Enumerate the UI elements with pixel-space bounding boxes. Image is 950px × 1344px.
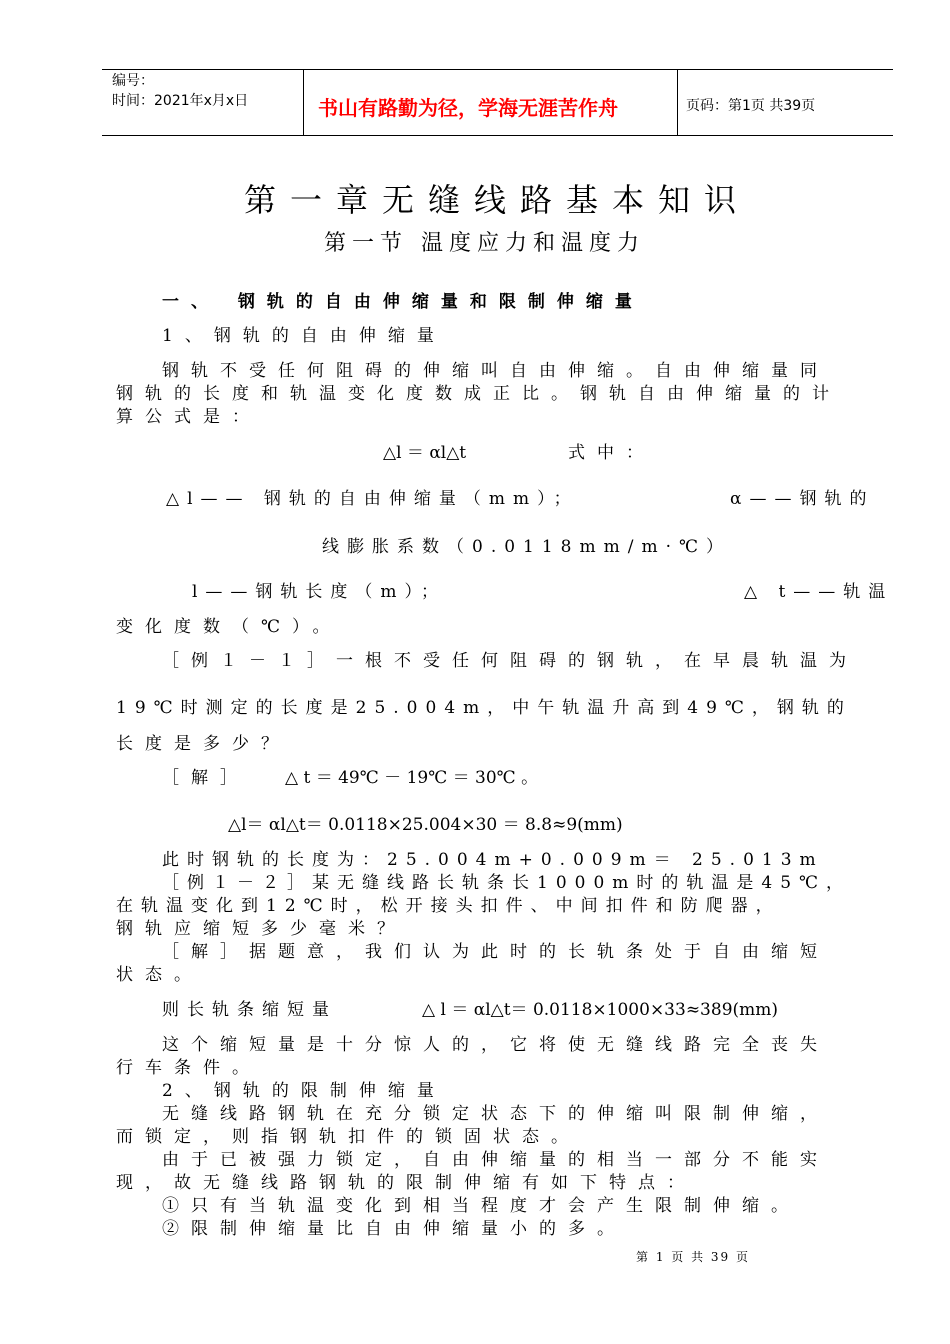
definition-alpha-cont: 线膨胀系数（0.0118mm/m·℃） <box>322 537 731 557</box>
solution2-line2: 状态。 <box>116 965 203 985</box>
example2-line1: ［例１－２］某无缝线路长轨条长1000m时的轨温是45℃， <box>162 873 852 893</box>
solution2-equation: △ l ＝ αl△t＝ 0.0118×1000×33≈389(mm) <box>422 1000 779 1020</box>
serial-label: 编号： <box>112 73 154 89</box>
motto: 书山有路勤为径，学海无涯苦作舟 <box>318 96 618 120</box>
page-label: 页码：第1页 共39页 <box>686 98 816 114</box>
subsection-heading-1: 1、钢轨的自由伸缩量 <box>162 326 446 346</box>
header-top-border <box>102 69 893 70</box>
point-2: ②限制伸缩量比自由伸缩量小的多。 <box>162 1219 626 1239</box>
note-line1: 这个缩短量是十分惊人的，它将使无缝线路完全丧失 <box>162 1035 829 1055</box>
date-label: 时间：2021年x月x日 <box>112 93 249 109</box>
solution1-equation2: △l＝ αl△t＝ 0.0118×25.004×30 ＝ 8.8≈9(mm) <box>228 815 623 835</box>
definition-delta-t-cont: 变化度数（℃）。 <box>116 617 342 637</box>
section-subtitle: 第一节 温度应力和温度力 <box>324 231 645 256</box>
header-bottom-border <box>102 135 893 136</box>
solution1-label: ［解］ <box>162 768 249 788</box>
solution2-equation-label: 则长轨条缩短量 <box>162 1000 337 1020</box>
para2-line1: 无缝线路钢轨在充分锁定状态下的伸缩叫限制伸缩， <box>162 1104 829 1124</box>
note-line2: 行车条件。 <box>116 1058 261 1078</box>
para2-line2: 而锁定，则指钢轨扣件的锁固状态。 <box>116 1127 580 1147</box>
para1-line1: 钢轨不受任何阻碍的伸缩叫自由伸缩。自由伸缩量同 <box>162 361 829 381</box>
definition-alpha: α——钢轨的 <box>730 489 875 509</box>
formula-free-expansion: △l ＝ αl△t <box>383 443 467 463</box>
para1-line3: 算公式是： <box>116 407 261 427</box>
subsection-heading-2: 2、钢轨的限制伸缩量 <box>162 1081 446 1101</box>
section-heading: 一、 钢轨的自由伸缩量和限制伸缩量 <box>162 292 644 312</box>
chapter-title: 第一章无缝线路基本知识 <box>244 181 751 219</box>
header-divider-2 <box>677 69 678 136</box>
para1-line2: 钢轨的长度和轨温变化度数成正比。钢轨自由伸缩量的计 <box>116 384 841 404</box>
solution2-line1: ［解］据题意，我们认为此时的长轨条处于自由缩短 <box>162 942 829 962</box>
solution1-result: 此时钢轨的长度为：25.004m+0.009m＝ 25.013m <box>162 850 824 870</box>
example1-line1: ［例１－１］一根不受任何阻碍的钢轨，在早晨轨温为 <box>162 651 858 671</box>
example2-line2: 在轨温变化到12℃时，松开接头扣件、中间扣件和防爬器， <box>116 896 781 916</box>
example1-line2: 19℃时测定的长度是25.004m，中午轨温升高到49℃，钢轨的 <box>116 698 852 718</box>
para3-line1: 由于已被强力锁定，自由伸缩量的相当一部分不能实 <box>162 1150 829 1170</box>
header-divider-1 <box>303 69 304 136</box>
example2-line3: 钢轨应缩短多少毫米？ <box>116 919 406 939</box>
definition-delta-t: △ t——轨温 <box>744 582 894 602</box>
para3-line2: 现，故无缝线路钢轨的限制伸缩有如下特点： <box>116 1173 696 1193</box>
where-label: 式中： <box>568 443 655 463</box>
page-footer: 第 1 页 共 39 页 <box>636 1250 750 1264</box>
example1-line3: 长度是多少？ <box>116 734 290 754</box>
definition-l: l——钢轨长度（m）； <box>192 582 447 602</box>
point-1: ①只有当轨温变化到相当程度才会产生限制伸缩。 <box>162 1196 800 1216</box>
solution1-equation1: △ t ＝ 49℃ － 19℃ ＝ 30℃ 。 <box>285 768 539 788</box>
definition-delta-l: △l—— 钢轨的自由伸缩量（mm）； <box>166 489 579 509</box>
